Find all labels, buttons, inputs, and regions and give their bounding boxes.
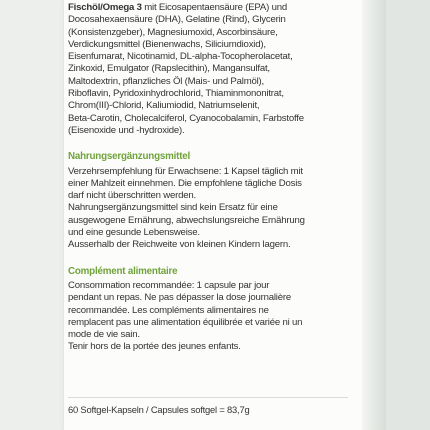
ingredient-text: Eisenfumarat, Nicotinamid, DL-alpha-Tocopherolacetat, bbox=[68, 51, 293, 63]
divider-line bbox=[68, 397, 348, 398]
text-line: Nahrungsergänzungsmittel sind kein Ersatz für eine bbox=[68, 202, 278, 214]
heading-de: Nahrungsergänzungsmittel bbox=[68, 151, 191, 163]
ingredient-text: Zinkoxid, Emulgator (Rapslecithin), Mangansulfat, bbox=[68, 63, 270, 75]
text-line: Consommation recommandée: 1 capsule par jour bbox=[68, 279, 270, 291]
text-line: ausgewogene Ernährung, abwechslungsreiche Ernährung bbox=[68, 214, 305, 226]
ingredient-line bbox=[68, 125, 364, 137]
text-line: mode de vie sain. bbox=[68, 329, 140, 341]
text-line: pendant un repas. Ne pas dépasser la dose journalière bbox=[68, 292, 292, 304]
ingredient-text: Maltodextrin, pflanzliches Öl (Mais- und Palmöl), bbox=[68, 75, 265, 87]
ingredient-bold: Fischöl/Omega 3 bbox=[68, 2, 142, 13]
ingredient-line bbox=[68, 88, 364, 100]
text-line: darf nicht überschritten werden. bbox=[68, 190, 196, 202]
ingredient-line bbox=[68, 113, 364, 125]
ingredients-list bbox=[68, 2, 364, 137]
ingredient-line bbox=[68, 27, 364, 39]
ingredient-line bbox=[68, 39, 364, 51]
ingredient-line bbox=[68, 51, 364, 63]
ingredient-line bbox=[68, 14, 364, 26]
recommendation-de bbox=[68, 166, 364, 252]
text-line: recommandée. Les compléments alimentaires ne bbox=[68, 304, 269, 316]
ingredient-text: Beta-Carotin, Cholecalciferol, Cyanocobalamin, Farbstoffe bbox=[68, 112, 304, 124]
ingredient-line bbox=[68, 63, 364, 75]
heading-fr: Complément alimentaire bbox=[68, 265, 178, 277]
text-line: remplacent pas une alimentation équilibrée et variée ni un bbox=[68, 316, 303, 328]
ingredient-text: (Konsistenzgeber), Magnesiumoxid, Ascorbinsäure, bbox=[68, 26, 278, 38]
ingredient-text: Chrom(III)-Chlorid, Kaliumiodid, Natriumselenit, bbox=[68, 100, 260, 112]
text-line: Verzehrsempfehlung für Erwachsene: 1 Kapsel täglich mit bbox=[68, 165, 303, 177]
text-line: Tenir hors de la portée des jeunes enfants. bbox=[68, 341, 241, 353]
ingredient-text: (Eisenoxide und -hydroxide). bbox=[68, 124, 185, 136]
ingredient-text: Docosahexaensäure (DHA), Gelatine (Rind), Glycerin bbox=[68, 14, 286, 26]
package-fold-edge bbox=[362, 0, 386, 430]
ingredient-text: Riboflavin, Pyridoxinhydrochlorid, Thiaminmononitrat, bbox=[68, 88, 284, 100]
package-contents: 60 Softgel-Kapseln / Capsules softgel = 83,7g bbox=[68, 404, 250, 415]
text-line: einer Mahlzeit einnehmen. Die empfohlene tägliche Dosis bbox=[68, 177, 302, 189]
background-left bbox=[0, 0, 60, 430]
text-line: und eine gesunde Lebensweise. bbox=[68, 227, 200, 239]
text-line: Ausserhalb der Reichweite von kleinen Kindern lagern. bbox=[68, 239, 291, 251]
ingredient-line bbox=[68, 100, 364, 112]
ingredient-line bbox=[68, 2, 364, 14]
ingredient-line bbox=[68, 76, 364, 88]
ingredient-text: Verdickungsmittel (Bienenwachs, Siliciumdioxid), bbox=[68, 38, 266, 50]
ingredient-text: mit Eicosapentaensäure (EPA) und bbox=[141, 2, 287, 13]
recommendation-fr bbox=[68, 280, 364, 354]
label-text bbox=[68, 0, 364, 354]
